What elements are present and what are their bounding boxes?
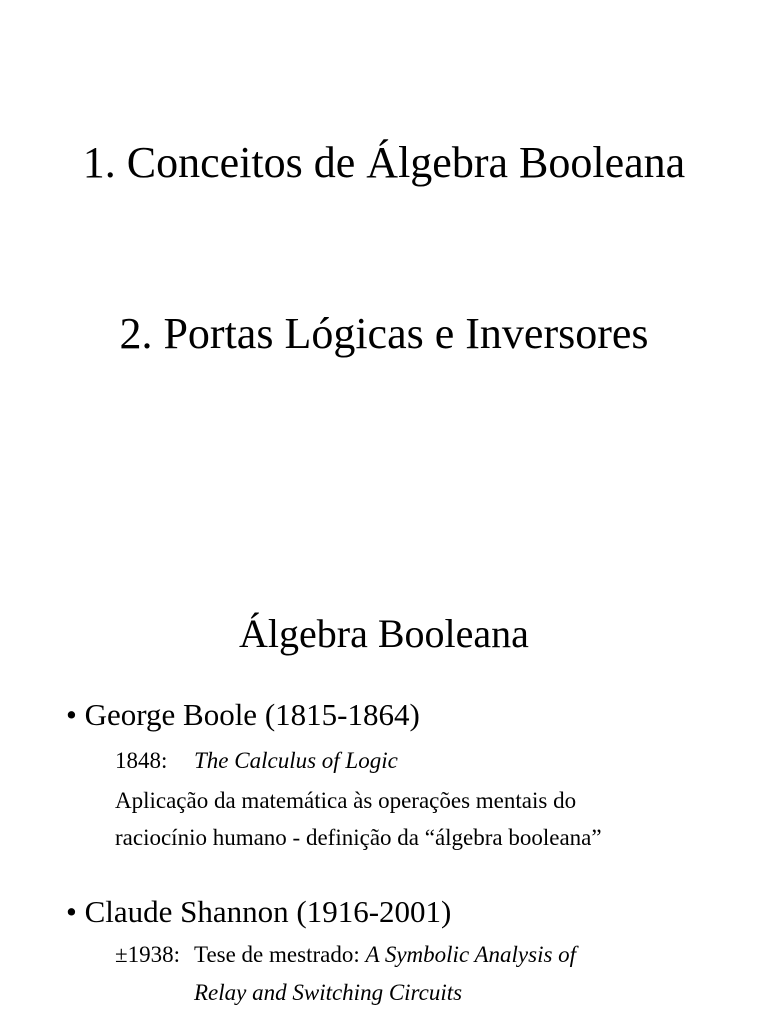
- shannon-year: ±1938:: [115, 942, 181, 967]
- shannon-thesis-title-1: A Symbolic Analysis of: [365, 942, 577, 967]
- boole-work-title: The Calculus of Logic: [194, 748, 398, 773]
- boole-description-line-1: Aplicação da matemática às operações mentais do: [115, 788, 577, 813]
- agenda-item-2: 2. Portas Lógicas e Inversores: [119, 309, 649, 358]
- shannon-thesis-label: Tese de mestrado:: [194, 942, 366, 967]
- section-title: Álgebra Booleana: [239, 611, 529, 656]
- boole-year: 1848:: [115, 748, 168, 773]
- boole-description-line-2: raciocínio humano - definição da “álgebra booleana”: [115, 825, 602, 850]
- bullet-claude-shannon: • Claude Shannon (1916-2001): [66, 894, 452, 929]
- shannon-thesis-title-2: Relay and Switching Circuits: [194, 980, 463, 1005]
- agenda-item-1: 1. Conceitos de Álgebra Booleana: [82, 138, 686, 187]
- shannon-thesis-line-1: [194, 943, 576, 966]
- bullet-george-boole: • George Boole (1815-1864): [66, 697, 420, 732]
